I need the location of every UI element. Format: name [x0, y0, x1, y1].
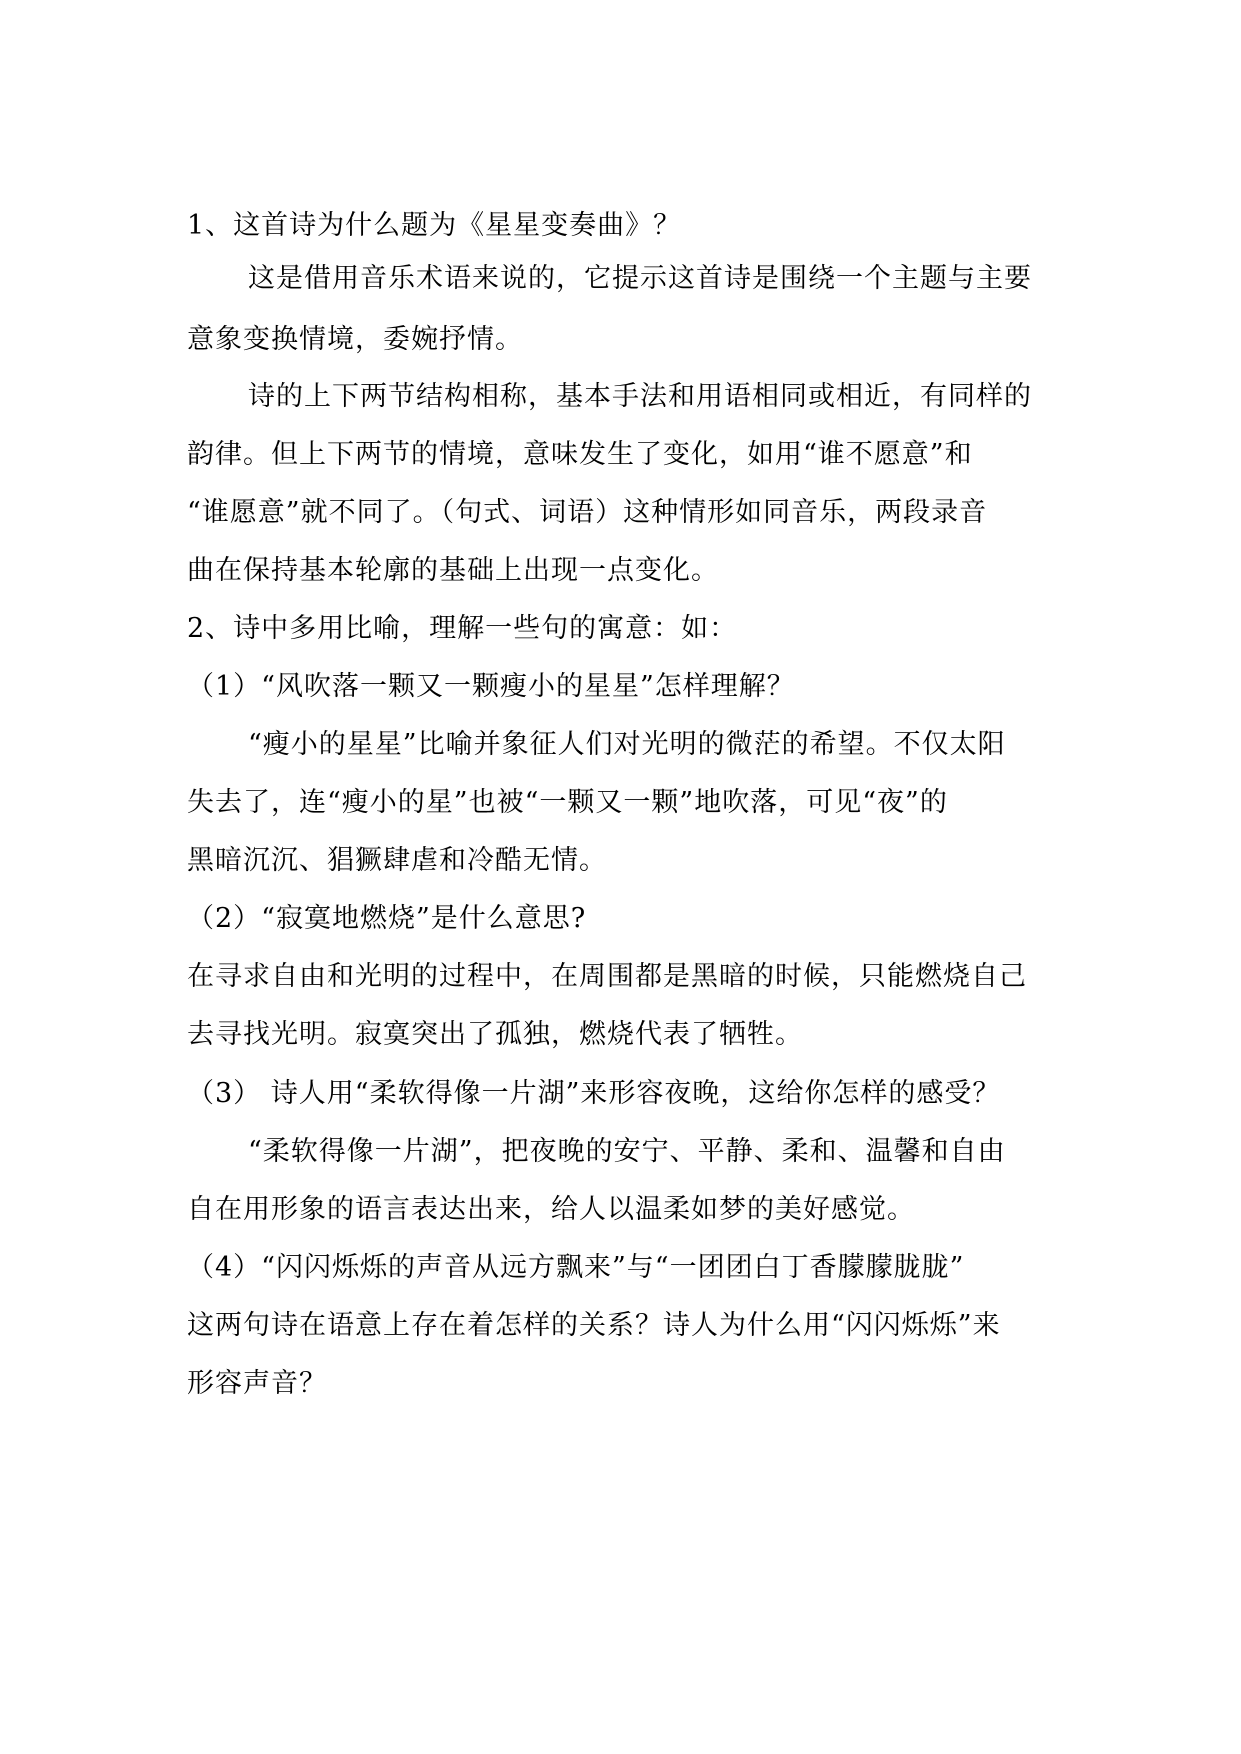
sub-answer-2-line: 去寻找光明。寂寞突出了孤独，燃烧代表了牺牲。	[187, 1019, 803, 1050]
sub-answer-1-line: 黑暗沉沉、猖獗肆虐和冷酷无情。	[187, 845, 607, 876]
sub-question-4-line: 这两句诗在语意上存在着怎样的关系？诗人为什么用“闪闪烁烁”来	[187, 1310, 1001, 1341]
sub-answer-1-line: “瘦小的星星”比喻并象征人们对光明的微茫的希望。不仅太阳	[248, 729, 1006, 760]
sub-question-4-line: 形容声音？	[187, 1368, 327, 1399]
sub-question-3: （3） 诗人用“柔软得像一片湖”来形容夜晚，这给你怎样的感受？	[187, 1078, 1001, 1109]
question-1: 1、这首诗为什么题为《星星变奏曲》？	[187, 210, 682, 241]
answer-1-line: “谁愿意”就不同了。（句式、词语）这种情形如同音乐，两段录音	[187, 497, 988, 528]
sub-question-1: （1）“风吹落一颗又一颗瘦小的星星”怎样理解？	[187, 671, 795, 702]
sub-answer-3-line: “柔软得像一片湖”，把夜晚的安宁、平静、柔和、温馨和自由	[248, 1136, 1006, 1167]
answer-1-line: 诗的上下两节结构相称，基本手法和用语相同或相近，有同样的	[248, 381, 1032, 412]
sub-answer-2-line: 在寻求自由和光明的过程中，在周围都是黑暗的时候，只能燃烧自己	[187, 961, 1027, 992]
sub-question-2: （2）“寂寞地燃烧”是什么意思?	[187, 903, 587, 934]
sub-question-4: （4）“闪闪烁烁的声音从远方飘来”与“一团团白丁香朦朦胧胧”	[187, 1252, 965, 1283]
answer-1-line: 韵律。但上下两节的情境，意味发生了变化，如用“谁不愿意”和	[187, 439, 973, 470]
answer-1-line: 这是借用音乐术语来说的，它提示这首诗是围绕一个主题与主要	[248, 263, 1032, 294]
answer-1-line: 意象变换情境，委婉抒情。	[187, 324, 523, 355]
question-2: 2、诗中多用比喻，理解一些句的寓意：如：	[187, 613, 738, 644]
sub-answer-3-line: 自在用形象的语言表达出来，给人以温柔如梦的美好感觉。	[187, 1194, 915, 1225]
answer-1-line: 曲在保持基本轮廓的基础上出现一点变化。	[187, 555, 719, 586]
sub-answer-1-line: 失去了，连“瘦小的星”也被“一颗又一颗”地吹落，可见“夜”的	[187, 787, 948, 818]
